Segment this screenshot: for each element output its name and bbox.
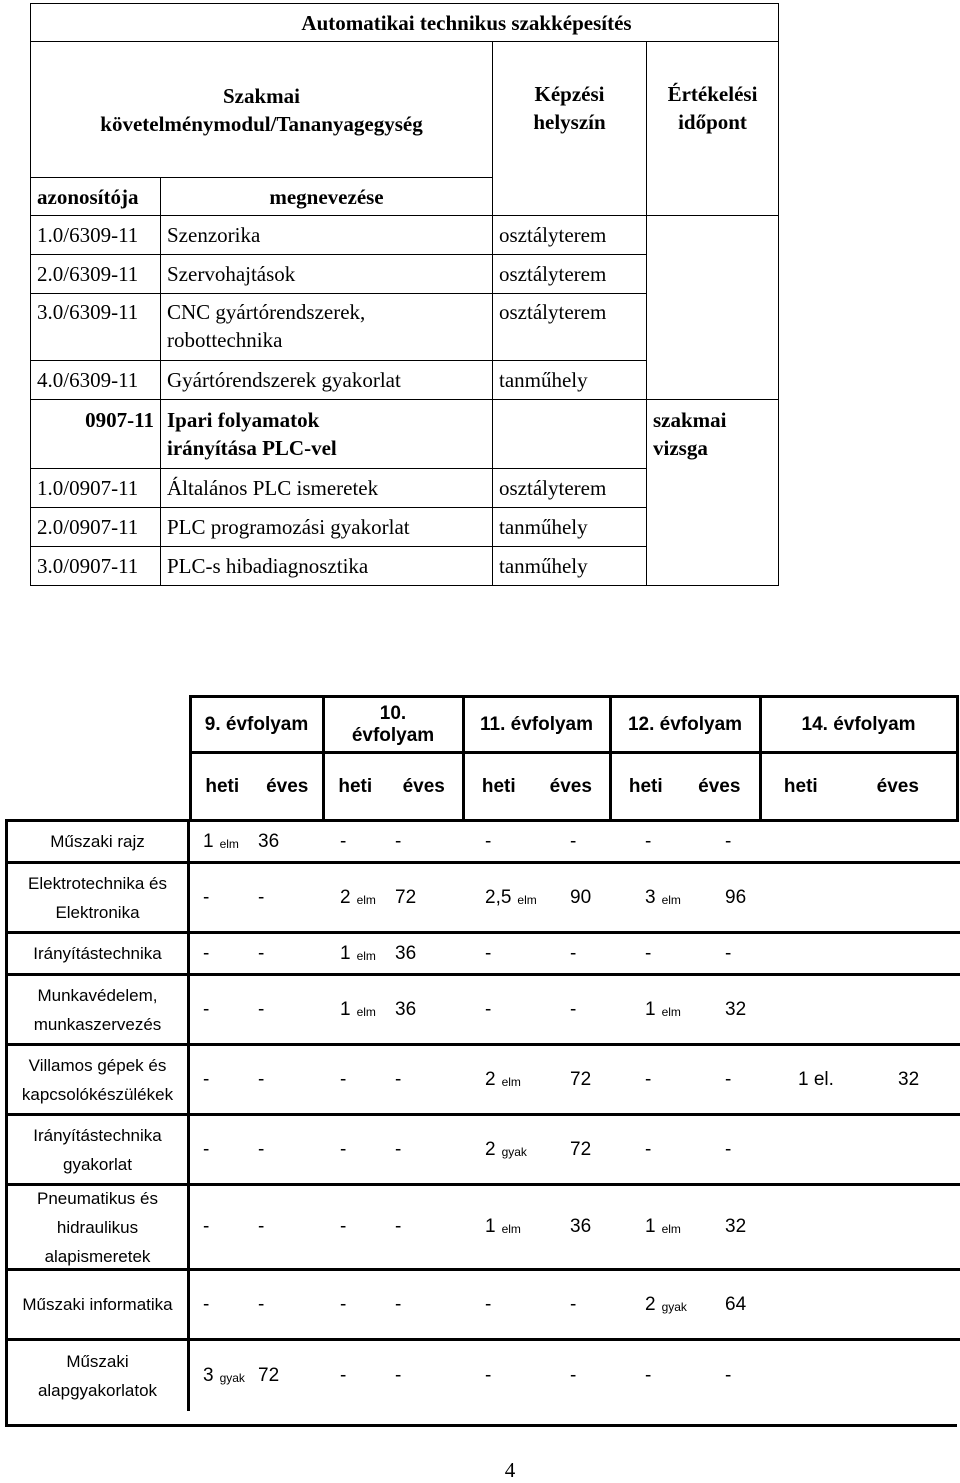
yearly-header: éves	[680, 753, 760, 821]
row-id: 1.0/6309-11	[31, 216, 161, 255]
hours-number: -	[725, 1068, 732, 1090]
module-name: Ipari folyamatok irányítása PLC-vel	[161, 400, 493, 469]
row-place: osztályterem	[493, 469, 647, 508]
hours-type: elm	[517, 892, 537, 907]
hours-number: 36	[570, 1216, 592, 1237]
hours-value	[203, 864, 209, 931]
subject-name: Műszaki rajz	[8, 822, 190, 861]
hours-value	[395, 1341, 401, 1411]
hours-number: -	[340, 1068, 347, 1090]
hours-number: -	[258, 1216, 265, 1237]
hours-value	[725, 976, 746, 1043]
subject-row	[8, 822, 960, 864]
hours-number: 72	[258, 1365, 280, 1386]
hours-value	[258, 976, 264, 1043]
row-name: CNC gyártórendszerek, robottechnika	[161, 294, 493, 361]
hours-number: 72	[570, 1138, 592, 1160]
subject-row	[8, 976, 960, 1046]
header-place: Képzési helyszín	[493, 42, 647, 216]
subject-name: Irányítástechnika	[8, 934, 190, 973]
hours-number: -	[340, 1138, 347, 1160]
hours-number: -	[258, 886, 265, 908]
hours-number: -	[203, 1293, 210, 1315]
hours-number: -	[203, 998, 210, 1020]
yearly-header: éves	[253, 753, 323, 821]
hours-number: -	[395, 830, 402, 852]
hours-number: 36	[395, 998, 417, 1020]
weekly-header: heti	[323, 753, 386, 821]
subject-name: Műszaki informatika	[8, 1271, 190, 1338]
hours-value	[570, 864, 591, 931]
hours-number: 90	[570, 886, 592, 908]
hours-number: 1	[485, 1216, 496, 1237]
hours-value	[485, 1341, 491, 1411]
hours-number: -	[645, 830, 652, 852]
hours-number: 1	[203, 830, 214, 852]
hours-value	[395, 1271, 401, 1338]
hours-value	[570, 822, 576, 861]
hours-value	[485, 1186, 521, 1268]
hours-number: -	[395, 1216, 402, 1237]
subjects-grid	[5, 819, 957, 1427]
hours-value	[645, 1046, 651, 1113]
corner-empty	[5, 697, 190, 753]
hours-number: -	[570, 998, 577, 1020]
hours-value	[340, 864, 376, 931]
subject-row	[8, 1186, 960, 1271]
hours-value	[203, 934, 209, 973]
yearly-header: éves	[840, 753, 957, 821]
header-eval: Értékelési időpont	[647, 42, 779, 216]
hours-value	[570, 1341, 576, 1411]
row-name: Szenzorika	[161, 216, 493, 255]
hours-number: 72	[570, 1068, 592, 1090]
hours-value	[258, 1046, 264, 1113]
row-place: osztályterem	[493, 294, 647, 361]
year-header: 9. évfolyam	[190, 697, 323, 753]
year-header: 14. évfolyam	[760, 697, 957, 753]
module-row	[31, 400, 779, 469]
hours-number: 2	[340, 886, 351, 908]
hours-value	[645, 1341, 651, 1411]
row-id: 3.0/0907-11	[31, 547, 161, 586]
row-id: 3.0/6309-11	[31, 294, 161, 361]
subject-name: Munkavédelem, munkaszervezés	[8, 976, 190, 1043]
hours-value	[258, 1341, 279, 1411]
hours-number: -	[485, 942, 492, 964]
hours-value	[725, 864, 746, 931]
weekly-header: heti	[760, 753, 840, 821]
hours-value	[485, 934, 491, 973]
hours-number: 2	[645, 1293, 656, 1315]
subject-row	[8, 1341, 960, 1411]
hours-number: 32	[725, 998, 747, 1020]
subject-name: Műszaki alapgyakorlatok	[8, 1341, 190, 1411]
hours-type: elm	[356, 948, 376, 963]
hours-value	[203, 1271, 209, 1338]
hours-value	[203, 1341, 245, 1411]
hours-value	[725, 1341, 731, 1411]
hours-number: -	[258, 998, 265, 1020]
hours-type: elm	[501, 1222, 521, 1236]
hours-number: -	[258, 1068, 265, 1090]
hours-value	[340, 822, 346, 861]
row-place: tanműhely	[493, 508, 647, 547]
hours-value	[340, 1116, 346, 1183]
hours-value	[203, 1046, 209, 1113]
hours-value	[485, 822, 491, 861]
hours-number: -	[645, 1365, 652, 1386]
hours-value	[485, 1271, 491, 1338]
subject-name: Pneumatikus és hidraulikus alapismeretek	[8, 1186, 190, 1268]
hours-number: -	[395, 1138, 402, 1160]
hours-number: -	[725, 830, 732, 852]
row-name: Általános PLC ismeretek	[161, 469, 493, 508]
hours-number: -	[203, 1216, 210, 1237]
hours-value	[203, 1116, 209, 1183]
qualification-table	[30, 3, 779, 586]
row-eval-empty	[647, 216, 779, 400]
hours-value	[725, 934, 731, 973]
hours-value	[645, 822, 651, 861]
weekly-header: heti	[190, 753, 253, 821]
hours-number: 3	[203, 1365, 214, 1386]
hours-value	[570, 976, 576, 1043]
subject-row	[8, 1271, 960, 1341]
hours-type: gyak	[501, 1144, 527, 1159]
hours-number: -	[203, 942, 210, 964]
subject-row	[8, 1046, 960, 1116]
hours-value	[258, 934, 264, 973]
hours-number: -	[645, 1138, 652, 1160]
hours-number: -	[570, 830, 577, 852]
page-number: 4	[504, 1458, 516, 1482]
hours-value	[258, 864, 264, 931]
hours-number: -	[725, 1365, 732, 1386]
hours-number: -	[485, 998, 492, 1020]
row-name: Szervohajtások	[161, 255, 493, 294]
hours-value	[645, 934, 651, 973]
weekly-header: heti	[610, 753, 680, 821]
hours-number: -	[485, 1365, 492, 1386]
hours-value	[203, 822, 239, 861]
hours-number: 3	[645, 886, 656, 908]
hours-value	[645, 1186, 681, 1268]
hours-value	[570, 1271, 576, 1338]
hours-type: gyak	[219, 1371, 245, 1385]
hours-type: elm	[356, 892, 376, 907]
hours-value	[395, 864, 416, 931]
hours-number: -	[340, 1293, 347, 1315]
row-place: osztályterem	[493, 255, 647, 294]
hours-number: 2	[485, 1068, 496, 1090]
hours-type: elm	[661, 1004, 681, 1019]
hours-type: elm	[356, 1004, 376, 1019]
hours-value	[395, 822, 401, 861]
yearly-header: éves	[386, 753, 463, 821]
hours-value	[485, 1046, 521, 1113]
hours-type: gyak	[661, 1299, 687, 1314]
hours-value	[570, 934, 576, 973]
row-place: osztályterem	[493, 216, 647, 255]
hours-value	[725, 1186, 746, 1268]
subject-name: Irányítástechnika gyakorlat	[8, 1116, 190, 1183]
corner-empty	[5, 753, 190, 821]
row-id: 4.0/6309-11	[31, 361, 161, 400]
hours-value	[258, 1116, 264, 1183]
year-header: 12. évfolyam	[610, 697, 760, 753]
hours-number: -	[258, 1293, 265, 1315]
header-id: azonosítója	[31, 178, 161, 216]
hours-value	[340, 1186, 346, 1268]
hours-number: -	[570, 942, 577, 964]
year-header: 10. évfolyam	[323, 697, 463, 753]
hours-value	[725, 1116, 731, 1183]
hours-value	[645, 864, 681, 931]
hours-value: 1 el.	[798, 1068, 834, 1090]
hours-value	[395, 1046, 401, 1113]
hours-value	[258, 822, 279, 861]
hours-value	[645, 1116, 651, 1183]
hours-value	[645, 1271, 687, 1338]
year-header: 11. évfolyam	[463, 697, 610, 753]
hours-number: -	[395, 1068, 402, 1090]
row-id: 2.0/6309-11	[31, 255, 161, 294]
hours-table	[5, 695, 959, 822]
hours-value	[340, 976, 376, 1043]
hours-number: -	[203, 1138, 210, 1160]
hours-number: 96	[725, 886, 747, 908]
hours-value	[725, 822, 731, 861]
hours-type: elm	[661, 1222, 681, 1236]
row-name: PLC programozási gyakorlat	[161, 508, 493, 547]
hours-value	[725, 1046, 731, 1113]
row-name: PLC-s hibadiagnosztika	[161, 547, 493, 586]
hours-number: -	[395, 1293, 402, 1315]
row-place: tanműhely	[493, 547, 647, 586]
row-id: 1.0/0907-11	[31, 469, 161, 508]
subject-name: Elektrotechnika és Elektronika	[8, 864, 190, 931]
row-place: tanműhely	[493, 361, 647, 400]
hours-value	[395, 1116, 401, 1183]
hours-value	[395, 934, 416, 973]
hours-number: -	[395, 1365, 402, 1386]
hours-value	[570, 1116, 591, 1183]
hours-value	[258, 1186, 264, 1268]
hours-number: -	[570, 1293, 577, 1315]
hours-number: -	[725, 942, 732, 964]
hours-number: 32	[725, 1216, 747, 1237]
hours-value	[395, 976, 416, 1043]
hours-number: -	[258, 942, 265, 964]
hours-number: 1	[340, 998, 351, 1020]
hours-number: -	[340, 1365, 347, 1386]
row-id: 2.0/0907-11	[31, 508, 161, 547]
hours-value	[340, 1341, 346, 1411]
hours-number: 72	[395, 886, 417, 908]
hours-value	[258, 1271, 264, 1338]
module-id: 0907-11	[31, 400, 161, 469]
subject-row	[8, 1116, 960, 1186]
header-name: megnevezése	[161, 178, 493, 216]
row-name: Gyártórendszerek gyakorlat	[161, 361, 493, 400]
table-row	[31, 216, 779, 255]
hours-number: -	[645, 942, 652, 964]
hours-type: elm	[219, 836, 239, 851]
hours-value	[340, 1046, 346, 1113]
subject-row	[8, 864, 960, 934]
hours-number: 36	[258, 830, 280, 852]
hours-value	[340, 1271, 346, 1338]
hours-number: 36	[395, 942, 417, 964]
hours-number: -	[485, 830, 492, 852]
hours-number: 1	[340, 942, 351, 964]
hours-number: -	[340, 830, 347, 852]
hours-value	[203, 976, 209, 1043]
hours-value	[485, 1116, 527, 1183]
hours-type: elm	[501, 1074, 521, 1089]
hours-number: -	[340, 1216, 347, 1237]
hours-number: -	[258, 1138, 265, 1160]
hours-value	[725, 1271, 746, 1338]
hours-value	[485, 976, 491, 1043]
module-place-empty	[493, 400, 647, 469]
hours-number: 64	[725, 1293, 747, 1315]
hours-number: -	[645, 1068, 652, 1090]
hours-value	[570, 1186, 591, 1268]
weekly-header: heti	[463, 753, 533, 821]
hours-value	[485, 864, 537, 931]
hours-value: 32	[898, 1068, 920, 1090]
module-eval: szakmai vizsga	[647, 400, 779, 586]
hours-number: -	[203, 1068, 210, 1090]
hours-value	[340, 934, 376, 973]
hours-number: 1	[645, 998, 656, 1020]
hours-number: -	[485, 1293, 492, 1315]
subject-name: Villamos gépek és kapcsolókészülékek	[8, 1046, 190, 1113]
hours-type: elm	[661, 892, 681, 907]
hours-number: -	[203, 886, 210, 908]
header-module: Szakmai követelménymodul/Tananyagegység	[31, 42, 493, 178]
yearly-header: éves	[533, 753, 610, 821]
hours-number: -	[570, 1365, 577, 1386]
hours-value	[645, 976, 681, 1043]
hours-number: 2,5	[485, 886, 512, 908]
hours-number: 1	[645, 1216, 656, 1237]
table-title: Automatikai technikus szakképesítés	[31, 4, 779, 42]
hours-number: -	[725, 1138, 732, 1160]
hours-number: 2	[485, 1138, 496, 1160]
hours-value	[395, 1186, 401, 1268]
hours-value	[203, 1186, 209, 1268]
subject-row	[8, 934, 960, 976]
hours-value	[570, 1046, 591, 1113]
